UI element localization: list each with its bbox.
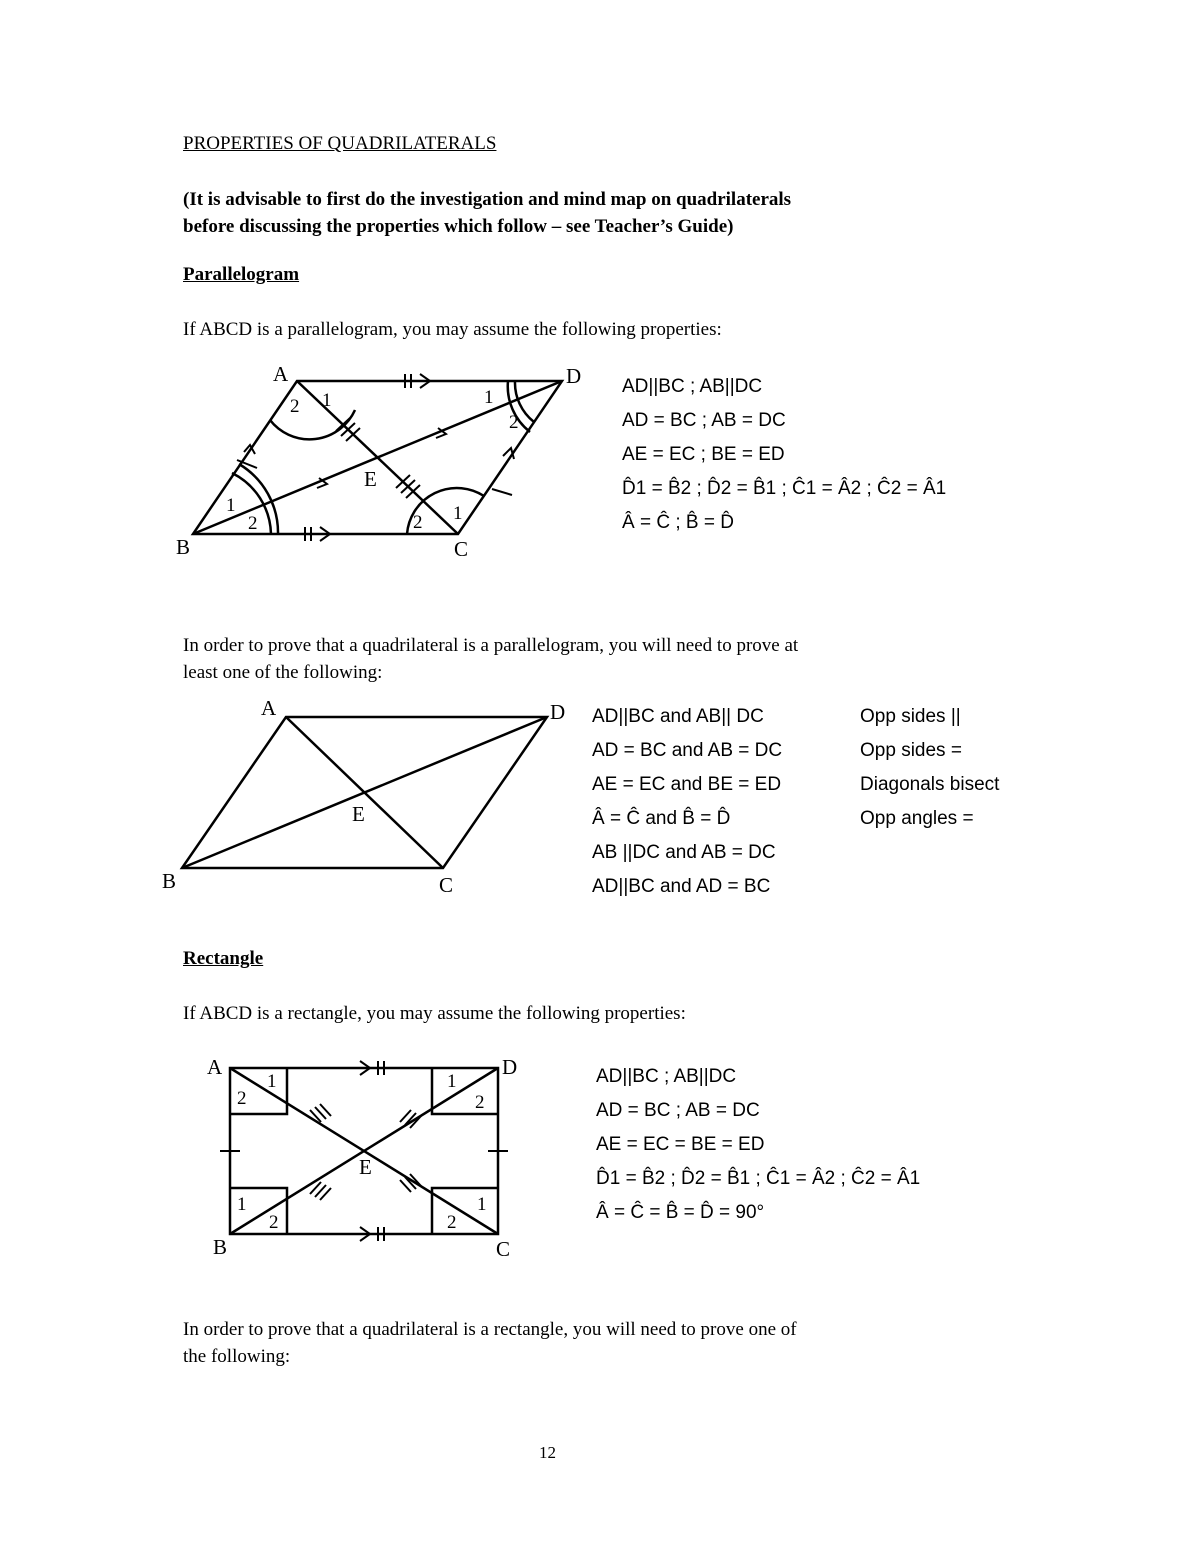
prove-intro-line-1: In order to prove that a quadrilateral is a parallelogram, you will need to prove at bbox=[183, 635, 799, 656]
angle-a1-number: 1 bbox=[322, 390, 332, 411]
intersection-e-label: E bbox=[364, 467, 377, 491]
reason-item: Opp sides || bbox=[860, 706, 961, 727]
vertex-c-label: C bbox=[439, 873, 454, 897]
page-number: 12 bbox=[539, 1443, 556, 1462]
reason-item: Diagonals bisect bbox=[860, 774, 1000, 795]
angle-b1-number: 1 bbox=[237, 1194, 247, 1215]
angle-a2-number: 2 bbox=[237, 1088, 247, 1109]
parallelogram-figure-marked bbox=[170, 360, 600, 565]
angle-d2-number: 2 bbox=[509, 412, 519, 433]
reason-item: Opp sides = bbox=[860, 740, 962, 761]
parallelogram-prove-reasons bbox=[860, 700, 999, 836]
angle-c1-number: 1 bbox=[477, 1194, 487, 1215]
angle-a1-number: 1 bbox=[267, 1071, 277, 1092]
advisory-note bbox=[183, 186, 983, 240]
tick-dc bbox=[492, 489, 512, 495]
angle-d2-number: 2 bbox=[475, 1092, 485, 1113]
advisory-note-line-1: (It is advisable to first do the investigation and mind map on quadrilaterals bbox=[183, 189, 792, 210]
vertex-b-label: B bbox=[162, 869, 177, 893]
parallelogram-prove-conditions bbox=[592, 700, 782, 904]
property-item: AE = EC = BE = ED bbox=[596, 1134, 765, 1155]
parallelogram-heading: Parallelogram bbox=[183, 264, 300, 285]
angle-d1-number: 1 bbox=[484, 387, 494, 408]
property-item: D̂1 = B̂2 ; D̂2 = B̂1 ; Ĉ1 = Â2 ; Ĉ2 = Â1 bbox=[622, 478, 947, 499]
angle-b1-number: 1 bbox=[226, 495, 236, 516]
reason-item: Opp angles = bbox=[860, 808, 974, 829]
prove-intro-line-2: the following: bbox=[183, 1346, 291, 1367]
page-title: PROPERTIES OF QUADRILATERALS bbox=[183, 133, 497, 154]
angle-c2-number: 2 bbox=[413, 512, 423, 533]
angle-c2-number: 2 bbox=[447, 1212, 457, 1233]
condition-item: AB ||DC and AB = DC bbox=[592, 842, 776, 863]
prove-intro-line-2: least one of the following: bbox=[183, 662, 383, 683]
rectangle-intro: If ABCD is a rectangle, you may assume the following properties: bbox=[183, 1003, 686, 1024]
property-item: Â = Ĉ ; B̂ = D̂ bbox=[622, 512, 734, 533]
rectangle-prove-intro bbox=[183, 1316, 797, 1370]
parallelogram-intro: If ABCD is a parallelogram, you may assume the following properties: bbox=[183, 319, 722, 340]
rectangle-figure bbox=[195, 1048, 535, 1263]
vertex-d-label: D bbox=[566, 364, 582, 388]
angle-b2-number: 2 bbox=[248, 513, 258, 534]
intersection-e-label: E bbox=[352, 802, 365, 826]
vertex-b-label: B bbox=[213, 1235, 228, 1259]
condition-item: AD||BC and AB|| DC bbox=[592, 706, 764, 727]
vertex-c-label: C bbox=[454, 537, 469, 561]
property-item: AD = BC ; AB = DC bbox=[622, 410, 786, 431]
property-item: AD = BC ; AB = DC bbox=[596, 1100, 760, 1121]
parallelogram-properties bbox=[622, 370, 946, 540]
parallelogram-figure-plain bbox=[160, 695, 590, 900]
condition-item: AD||BC and AD = BC bbox=[592, 876, 771, 897]
parallelogram-prove-intro bbox=[183, 632, 798, 686]
condition-item: AD = BC and AB = DC bbox=[592, 740, 783, 761]
angle-a2-number: 2 bbox=[290, 396, 300, 417]
property-item: D̂1 = B̂2 ; D̂2 = B̂1 ; Ĉ1 = Â2 ; Ĉ2 = Â1 bbox=[596, 1168, 921, 1189]
condition-item: AE = EC and BE = ED bbox=[592, 774, 782, 795]
diagonal-bd bbox=[182, 717, 547, 868]
vertex-b-label: B bbox=[176, 535, 191, 559]
property-item: AE = EC ; BE = ED bbox=[622, 444, 785, 465]
angle-b2-number: 2 bbox=[269, 1212, 279, 1233]
diagonal-bd bbox=[193, 381, 562, 534]
rectangle-heading: Rectangle bbox=[183, 948, 264, 969]
angle-c1-number: 1 bbox=[453, 503, 463, 524]
prove-intro-line-1: In order to prove that a quadrilateral is a rectangle, you will need to prove one of bbox=[183, 1319, 797, 1340]
angle-d1-number: 1 bbox=[447, 1071, 457, 1092]
property-item: AD||BC ; AB||DC bbox=[596, 1066, 737, 1087]
vertex-a-label: A bbox=[273, 362, 289, 386]
condition-item: Â = Ĉ and B̂ = D̂ bbox=[592, 808, 731, 829]
intersection-e-label: E bbox=[359, 1155, 372, 1179]
advisory-note-line-2: before discussing the properties which follow – see Teacher’s Guide) bbox=[183, 216, 734, 237]
property-item: AD||BC ; AB||DC bbox=[622, 376, 763, 397]
vertex-c-label: C bbox=[496, 1237, 511, 1261]
vertex-d-label: D bbox=[502, 1055, 518, 1079]
rectangle-properties bbox=[596, 1060, 920, 1230]
vertex-a-label: A bbox=[207, 1055, 223, 1079]
angle-arc-b-outer bbox=[239, 464, 278, 534]
vertex-d-label: D bbox=[550, 700, 566, 724]
property-item: Â = Ĉ = B̂ = D̂ = 90° bbox=[596, 1202, 765, 1223]
vertex-a-label: A bbox=[261, 696, 277, 720]
